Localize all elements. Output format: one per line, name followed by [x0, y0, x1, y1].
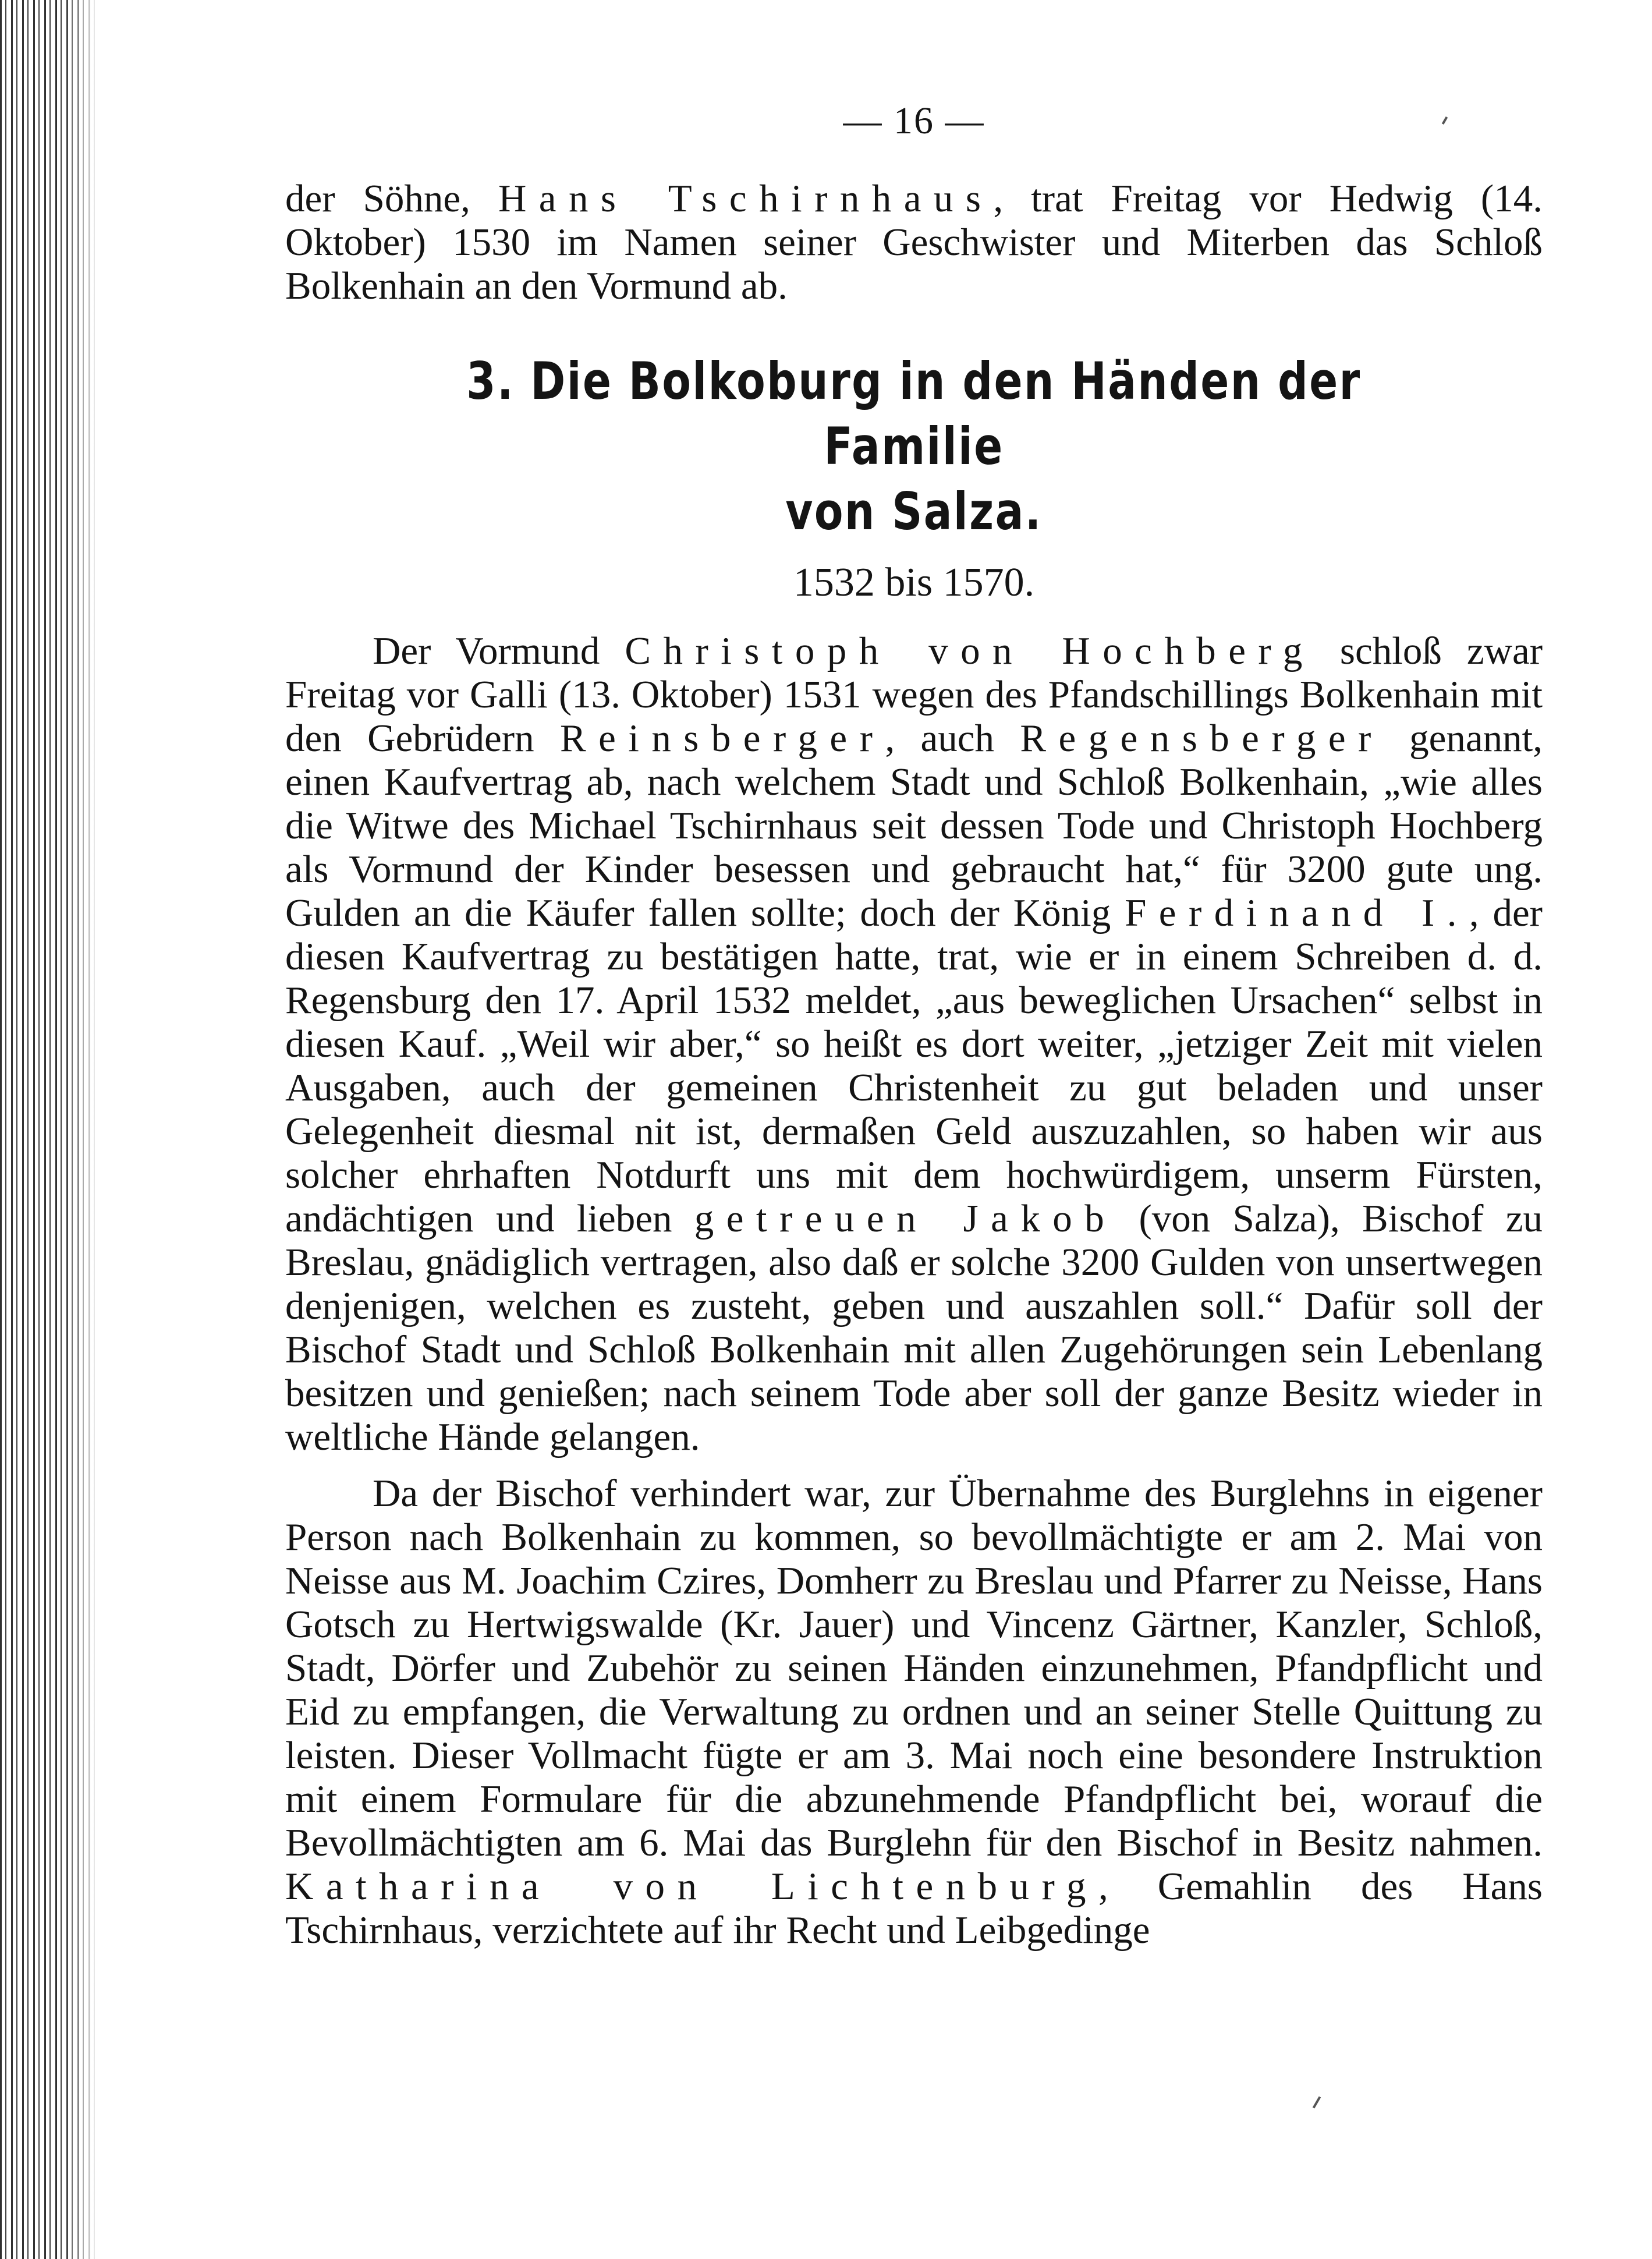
book-page [285, 99, 1543, 1952]
chapter-heading-line-2: von Salza. [785, 481, 1043, 541]
chapter-heading [398, 349, 1429, 544]
text-run: Der Vormund [373, 629, 625, 672]
spaced-name: getreuen Jakob [694, 1197, 1117, 1240]
paragraph-1 [285, 629, 1543, 1459]
book-binding-edge [0, 0, 99, 2259]
text-run: schloß zwar Freitag vor Galli (13. Oktober) 1531 wegen des Pfandschillings Bolkenhain mit den Gebrüdern [285, 629, 1543, 760]
scan-speck [1313, 2096, 1321, 2108]
spaced-name: Reinsberger [560, 717, 885, 760]
text-run: , der diesen Kaufvertrag zu bestätigen hatte, trat, wie er in einem Schreiben d. d. Regensburg den 17. April 1532 meldet, „aus beweglichen Ursachen“ selbst in diesen Kauf. „Weil wir aber,“ so heißt es dort weiter, „jetziger Zeit mit vielen Ausgaben, auch der gemeinen Christenheit zu gut beladen und unser Gelegenheit diesmal nit ist, dermaßen Geld auszuzahlen, so haben wir aus solcher ehrhaften Notdurft uns mit dem hochwürdigem, unserm Fürsten, andächtigen und lieben [285, 891, 1543, 1240]
opening-paragraph [285, 177, 1543, 308]
text-run: , Gemahlin des Hans Tschirnhaus, verzichtete auf ihr Recht und Leibgedinge [285, 1865, 1543, 1952]
text-run: Da der Bischof verhindert war, zur Übernahme des Burglehns in eigener Person nach Bolkenhain zu kommen, so bevollmächtigte er am 2. Mai von Neisse aus M. Joachim Czires, Domherr zu Breslau und Pfarrer zu Neisse, Hans Gotsch zu Hertwigswalde (Kr. Jauer) und Vincenz Gärtner, Kanzler, Schloß, Stadt, Dörfer und Zubehör zu seinen Händen einzunehmen, Pfandpflicht und Eid zu empfangen, die Verwaltung zu ordnen und an seiner Stelle Quittung zu leisten. Dieser Vollmacht fügte er am 3. Mai noch eine besondere Instruktion mit einem Formulare für die abzunehmende Pfandpflicht bei, worauf die Bevollmächtigten am 6. Mai das Burglehn für den Bischof in Besitz nahmen. [285, 1472, 1543, 1864]
page-number: — 16 — [843, 100, 985, 142]
chapter-years: 1532 bis 1570. [793, 560, 1035, 605]
spaced-name: Regensberger [1020, 717, 1384, 760]
chapter-heading-line-1: 3. Die Bolkoburg in den Händen der Familie [466, 351, 1362, 476]
spaced-name: Christoph von Hochberg [625, 629, 1315, 672]
text-run: (von Salza), Bischof zu Breslau, gnädiglich vertragen, also daß er solche 3200 Gulden von unsertwegen denjenigen, welchen es zusteht, geben und auszahlen soll.“ Dafür soll der Bischof Stadt und Schloß Bolkenhain mit allen Zugehörungen sein Lebenlang besitzen und genießen; nach seinem Tode aber soll der ganze Besitz wieder in weltliche Hände gelangen. [285, 1197, 1543, 1458]
spaced-name: Katharina von Lichtenburg [285, 1865, 1098, 1908]
text-run: , trat Freitag vor Hedwig (14. Oktober) 1530 im Namen seiner Geschwister und Miterben das Schloß Bolkenhain an den Vormund ab. [285, 177, 1543, 307]
text-run: , auch [885, 717, 1020, 760]
text-run: der Söhne, [285, 177, 498, 220]
text-run: genannt, einen Kaufvertrag ab, nach welchem Stadt und Schloß Bolkenhain, „wie alles die Witwe des Michael Tschirnhaus seit dessen Tode und Christoph Hochberg als Vormund der Kinder besessen und gebraucht hat,“ für 3200 gute ung. Gulden an die Käufer fallen sollte; doch der König [285, 717, 1543, 934]
spaced-name: Hans Tschirnhaus [498, 177, 994, 220]
spaced-name: Ferdinand I. [1125, 891, 1469, 934]
paragraph-2 [285, 1472, 1543, 1952]
